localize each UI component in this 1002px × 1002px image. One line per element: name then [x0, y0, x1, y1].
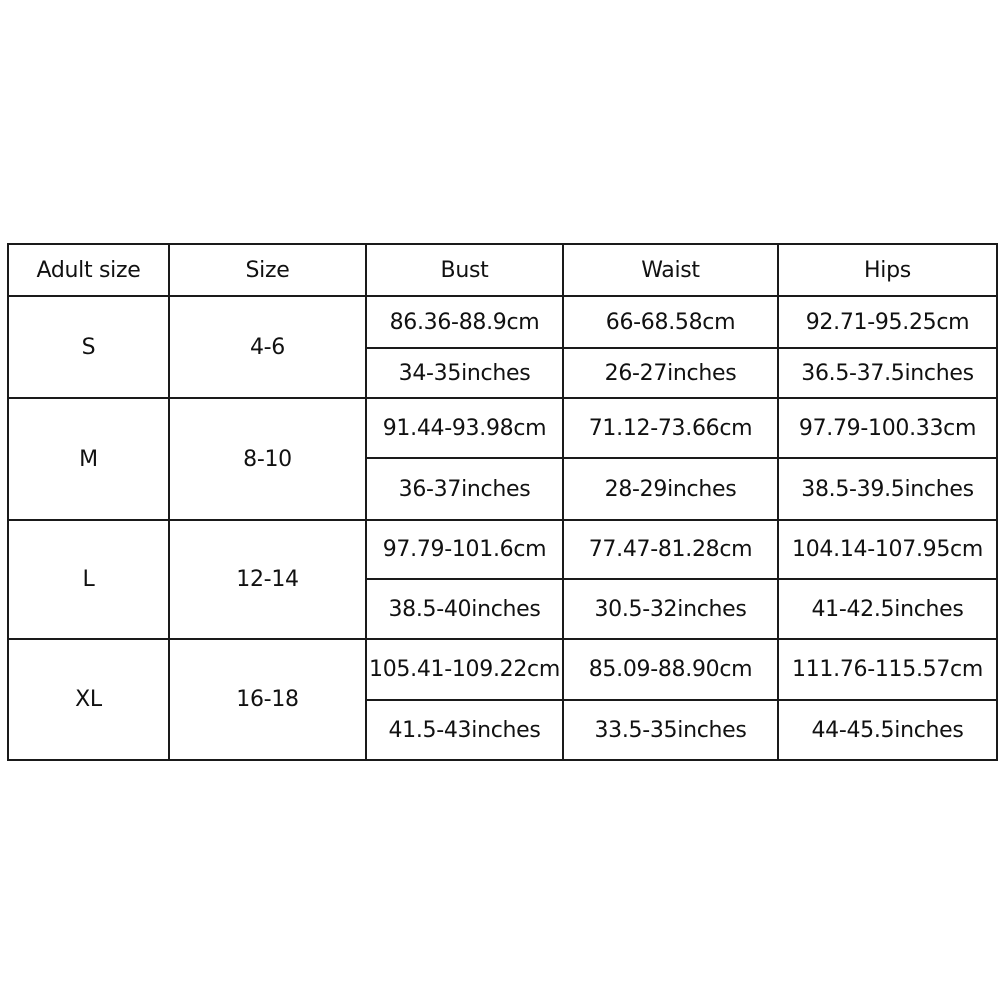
size-cell: 16-18 — [169, 639, 366, 760]
hips-inches-cell: 44-45.5inches — [778, 700, 997, 760]
waist-cm-cell: 66-68.58cm — [563, 296, 778, 348]
waist-cm-cell: 77.47-81.28cm — [563, 520, 778, 579]
bust-cm-cell: 86.36-88.9cm — [366, 296, 563, 348]
waist-cm-cell: 71.12-73.66cm — [563, 398, 778, 458]
hips-inches-cell: 36.5-37.5inches — [778, 348, 997, 398]
bust-cm-cell: 91.44-93.98cm — [366, 398, 563, 458]
adult-size-cell: XL — [8, 639, 169, 760]
header-hips: Hips — [778, 244, 997, 296]
table-row — [8, 398, 997, 458]
adult-size-cell: L — [8, 520, 169, 639]
table-row — [8, 296, 997, 348]
hips-inches-cell: 38.5-39.5inches — [778, 458, 997, 520]
size-cell: 12-14 — [169, 520, 366, 639]
adult-size-cell: S — [8, 296, 169, 398]
header-bust: Bust — [366, 244, 563, 296]
header-size: Size — [169, 244, 366, 296]
bust-cm-cell: 97.79-101.6cm — [366, 520, 563, 579]
size-cell: 8-10 — [169, 398, 366, 520]
bust-inches-cell: 38.5-40inches — [366, 579, 563, 639]
bust-inches-cell: 36-37inches — [366, 458, 563, 520]
hips-inches-cell: 41-42.5inches — [778, 579, 997, 639]
header-adult-size: Adult size — [8, 244, 169, 296]
waist-inches-cell: 30.5-32inches — [563, 579, 778, 639]
waist-inches-cell: 28-29inches — [563, 458, 778, 520]
table-row — [8, 639, 997, 700]
hips-cm-cell: 97.79-100.33cm — [778, 398, 997, 458]
hips-cm-cell: 104.14-107.95cm — [778, 520, 997, 579]
hips-cm-cell: 111.76-115.57cm — [778, 639, 997, 700]
size-chart-table — [7, 243, 998, 761]
bust-inches-cell: 34-35inches — [366, 348, 563, 398]
waist-inches-cell: 26-27inches — [563, 348, 778, 398]
bust-inches-cell: 41.5-43inches — [366, 700, 563, 760]
waist-cm-cell: 85.09-88.90cm — [563, 639, 778, 700]
bust-cm-cell: 105.41-109.22cm — [366, 639, 563, 700]
size-cell: 4-6 — [169, 296, 366, 398]
adult-size-cell: M — [8, 398, 169, 520]
waist-inches-cell: 33.5-35inches — [563, 700, 778, 760]
header-waist: Waist — [563, 244, 778, 296]
header-row — [8, 244, 997, 296]
hips-cm-cell: 92.71-95.25cm — [778, 296, 997, 348]
table-row — [8, 520, 997, 579]
